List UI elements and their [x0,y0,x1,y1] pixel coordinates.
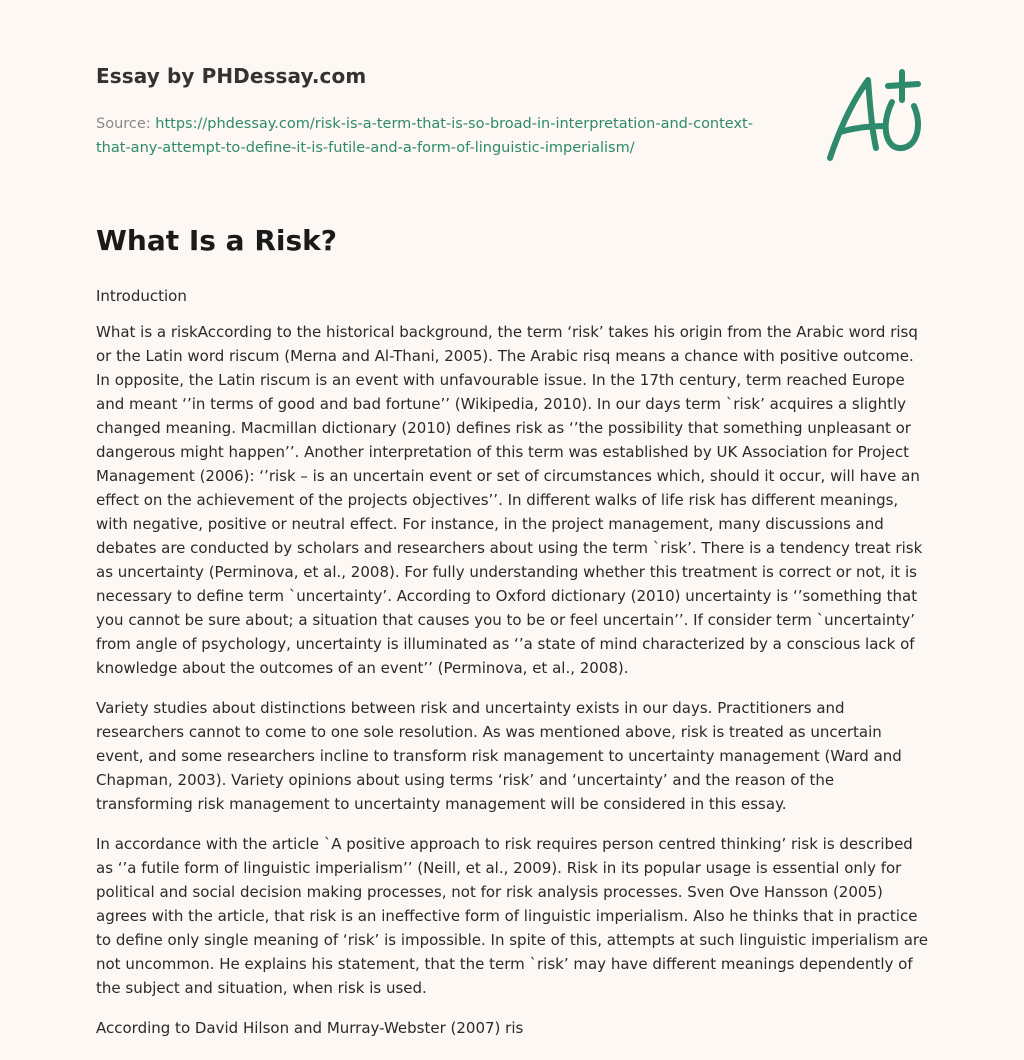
essay-paragraph: What is a riskAccording to the historical background, the term ‘risk’ takes his origin from the Arabic word risq or the Latin word riscum (Merna and Al-Thani, 2005). The Arabic risq means a chance with positive outcome. In opposite, the Latin riscum is an event with unfavourable issue. In the 17th century, term reached Europe and meant ‘’in terms of good and bad fortune’’ (Wikipedia, 2010). In our days term `risk’ acquires a slightly changed meaning. Macmillan dictionary (2010) defines risk as ‘’the possibility that something unpleasant or dangerous might happen’’. Another interpretation of this term was established by UK Association for Project Management (2006): ‘’risk – is an uncertain event or set of circumstances which, should it occur, will have an effect on the achievement of the projects objectives’’. In different walks of life risk has different meanings, with negative, positive or neutral effect. For instance, in the project management, many discussions and debates are conducted by scholars and researchers about using the term `risk’. There is a tendency treat risk as uncertainty (Perminova, et al., 2008). For fully understanding whether this treatment is correct or not, it is necessary to define term `uncertainty’. According to Oxford dictionary (2010) uncertainty is ‘’something that you cannot be sure about; a situation that causes you to be or feel uncertain’’. If consider term `uncertainty’ from angle of psychology, uncertainty is illuminated as ‘’a state of mind characterized by a conscious lack of knowledge about the outcomes of an event’’ (Perminova, et al., 2008). [96,323,923,677]
essay-paragraph-introduction: Introduction [96,287,187,305]
essay-body [96,284,928,1056]
essay-paragraph: According to David Hilson and Murray-Webster (2007) ris [96,1019,524,1037]
source-line [96,112,756,160]
essay-paragraph: Variety studies about distinctions between risk and uncertainty exists in our days. Practitioners and researchers cannot to come to one sole resolution. As was mentioned above, risk is treated as uncertain event, and some researchers incline to transform risk management to uncertainty management (Ward and Chapman, 2003). Variety opinions about using terms ‘risk’ and ‘uncertainty’ and the reason of the transforming risk management to uncertainty management will be considered in this essay. [96,699,902,813]
source-label: Source: [96,116,151,132]
source-link[interactable]: https://phdessay.com/risk-is-a-term-that-is-so-broad-in-interpretation-and-context-that-any-attempt-to-define-it-is-futile-and-a-form-of-linguistic-imperialism/ [96,116,753,156]
site-title: Essay by PHDessay.com [96,64,367,88]
a-plus-logo-icon [818,66,928,166]
essay-paragraph: In accordance with the article `A positive approach to risk requires person centred thinking’ risk is described as ‘’a futile form of linguistic imperialism’’ (Neill, et al., 2009). Risk in its popular usage is essential only for political and social decision making processes, not for risk analysis processes. Sven Ove Hansson (2005) agrees with the article, that risk is an ineffective form of linguistic imperialism. Also he thinks that in practice to define only single meaning of ‘risk’ is impossible. In spite of this, attempts at such linguistic imperialism are not uncommon. He explains his statement, that the term `risk’ may have different meanings dependently of the subject and situation, when risk is used. [96,835,928,997]
essay-title: What Is a Risk? [96,224,338,257]
